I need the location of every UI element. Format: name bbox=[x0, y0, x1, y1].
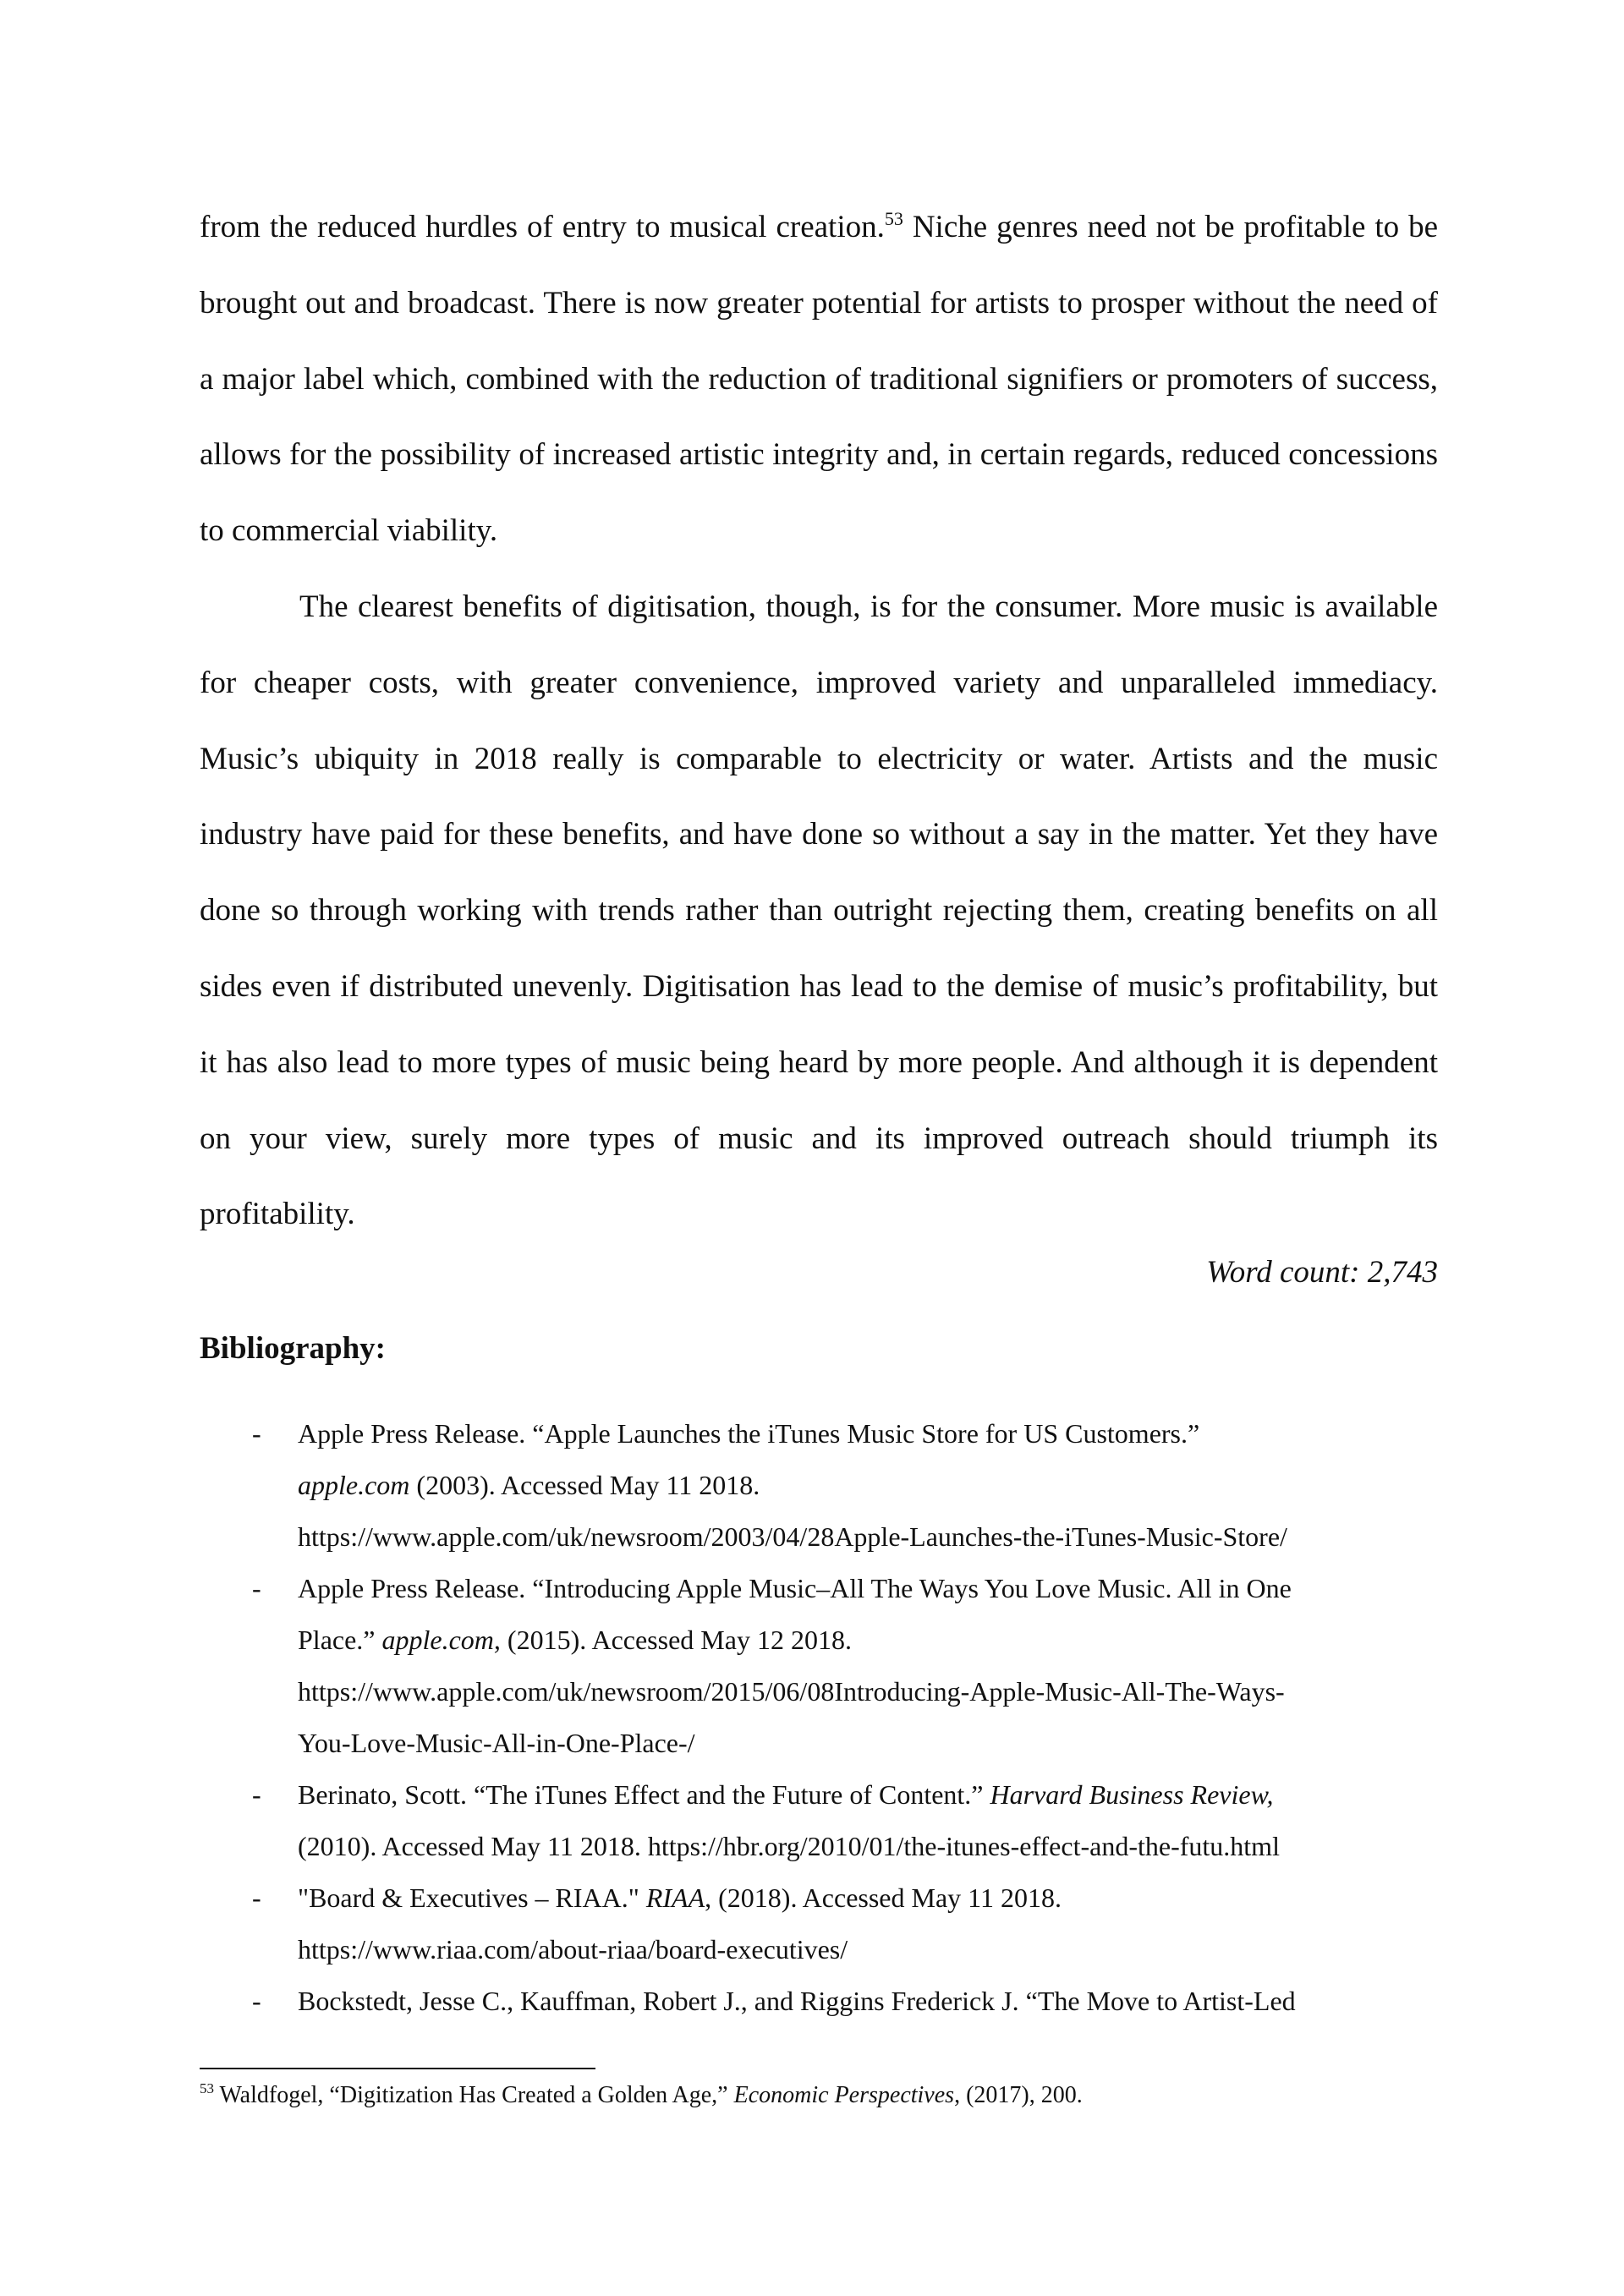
entry-source-italic: apple.com, bbox=[381, 1625, 501, 1655]
entry-line: (2010). Accessed May 11 2018. https://hbr.org/2010/01/the-itunes-effect-and-the-futu.html bbox=[298, 1831, 1280, 1861]
entry-url[interactable]: https://www.riaa.com/about-riaa/board-executives/ bbox=[298, 1934, 848, 1964]
entry-url[interactable]: You-Love-Music-All-in-One-Place-/ bbox=[298, 1728, 695, 1758]
entry-source-italic: Harvard Business Review, bbox=[990, 1779, 1274, 1810]
entry-line: Apple Press Release. “Apple Launches the iTunes Music Store for US Customers.” bbox=[298, 1418, 1200, 1449]
paragraph-2: The clearest benefits of digitisation, though, is for the consumer. More music is available for cheaper costs, with greater convenience, improved variety and unparalleled immediacy. Music’s ubiquity in 2018 really is comparable to electricity or water. Artists and the music industry have paid for these benefits, and have done so without a say in the matter. Yet they have done so through working with trends rather than outright rejecting them, creating benefits on all sides even if distributed unevenly. Digitisation has lead to the demise of music’s profitability, but it has also lead to more types of music being heard by more people. And although it is dependent on your view, surely more types of music and its improved outreach should triumph its profitability. bbox=[200, 589, 1438, 1232]
entry-source-italic: apple.com bbox=[298, 1470, 410, 1500]
bibliography-list bbox=[200, 1408, 1485, 2027]
footnote bbox=[200, 2079, 1083, 2112]
footnote-title: “Digitization Has Created a Golden Age,” bbox=[329, 2082, 728, 2108]
footnote-rest: , (2017), 200. bbox=[954, 2082, 1083, 2108]
entry-line bbox=[298, 1460, 1485, 1511]
bibliography-heading: Bibliography: bbox=[200, 1331, 386, 1366]
body-text bbox=[200, 189, 1438, 1252]
entry-line: Bockstedt, Jesse C., Kauffman, Robert J., and Riggins Frederick J. “The Move to Artist-Led bbox=[298, 1986, 1296, 2016]
entry-text: Berinato, Scott. “The iTunes Effect and the Future of Content.” bbox=[298, 1779, 990, 1810]
list-dash: - bbox=[252, 1418, 261, 1449]
entry-line: Apple Press Release. “Introducing Apple Music–All The Ways You Love Music. All in One bbox=[298, 1573, 1292, 1603]
entry-source-italic: RIAA bbox=[645, 1882, 705, 1913]
entry-text: (2015). Accessed May 12 2018. bbox=[500, 1625, 852, 1655]
entry-line bbox=[298, 1614, 1485, 1666]
footnote-reference[interactable]: 53 bbox=[884, 208, 903, 229]
list-dash: - bbox=[252, 1573, 261, 1603]
bibliography-entry bbox=[200, 1769, 1485, 1872]
paragraph-1-text-before: from the reduced hurdles of entry to musical creation. bbox=[200, 210, 885, 244]
entry-text: Place.” bbox=[298, 1625, 382, 1655]
entry-text: (2003). Accessed May 11 2018. bbox=[409, 1470, 760, 1500]
paragraph-1-text-after: Niche genres need not be profitable to be brought out and broadcast. There is now greater potential for artists to prosper without the need of a major label which, combined with the reduction of traditional signifiers or promoters of success, allows for the possibility of increased artistic integrity and, in certain regards, reduced concessions to commercial viability. bbox=[200, 210, 1438, 549]
bibliography-entry bbox=[200, 1408, 1485, 1563]
list-dash: - bbox=[252, 1986, 261, 2016]
list-dash: - bbox=[252, 1779, 261, 1810]
footnote-separator bbox=[200, 2068, 595, 2069]
entry-line bbox=[298, 1769, 1485, 1821]
footnote-number: 53 bbox=[200, 2080, 214, 2096]
list-dash: - bbox=[252, 1882, 261, 1913]
bibliography-entry bbox=[200, 1975, 1485, 2027]
word-count: Word count: 2,743 bbox=[1206, 1255, 1438, 1290]
paragraph-1 bbox=[200, 189, 1438, 569]
entry-text: , (2018). Accessed May 11 2018. bbox=[705, 1882, 1062, 1913]
footnote-author: Waldfogel, bbox=[214, 2082, 330, 2108]
bibliography-entry bbox=[200, 1872, 1485, 1975]
entry-url[interactable]: https://www.apple.com/uk/newsroom/2015/06/08Introducing-Apple-Music-All-The-Ways- bbox=[298, 1676, 1285, 1707]
entry-url[interactable]: https://www.apple.com/uk/newsroom/2003/04/28Apple-Launches-the-iTunes-Music-Store/ bbox=[298, 1521, 1287, 1552]
entry-line bbox=[298, 1872, 1485, 1924]
bibliography-entry bbox=[200, 1563, 1485, 1769]
footnote-journal: Economic Perspectives bbox=[733, 2082, 955, 2108]
entry-text: "Board & Executives – RIAA." bbox=[298, 1882, 646, 1913]
